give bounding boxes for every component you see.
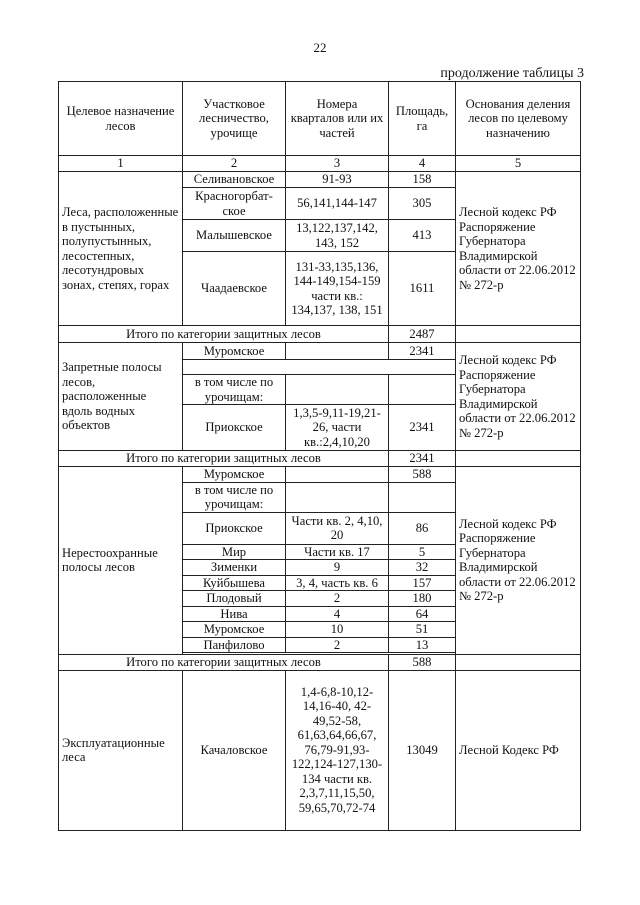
forestry-cell: Панфилово bbox=[183, 637, 286, 653]
basis-text: Лесной кодекс РФ Распоряжение Губернатора Владимирской области от 22.06.2012 № 272-р bbox=[459, 353, 576, 440]
area-cell: 2341 bbox=[389, 405, 456, 451]
table-header-row bbox=[59, 82, 581, 156]
forestry-cell: Красногорбат-ское bbox=[183, 188, 286, 220]
forestry-cell: Малышевское bbox=[183, 220, 286, 252]
area-cell: 2341 bbox=[389, 343, 456, 360]
forestry-cell: Приокское bbox=[183, 405, 286, 451]
section1-basis bbox=[456, 172, 581, 326]
quarters-cell: 4 bbox=[286, 606, 389, 622]
area-cell: 32 bbox=[389, 560, 456, 576]
including-label: в том числе по урочищам: bbox=[183, 482, 286, 512]
total-label: Итого по категории защитных лесов bbox=[59, 451, 389, 467]
area-cell: 64 bbox=[389, 606, 456, 622]
basis-text: Лесной кодекс РФ Распоряжение Губернатора Владимирской области от 22.06.2012 № 272-р bbox=[459, 516, 576, 604]
empty-cell bbox=[286, 482, 389, 512]
area-cell: 180 bbox=[389, 591, 456, 607]
quarters-cell: 2 bbox=[286, 637, 389, 653]
area-cell: 157 bbox=[389, 575, 456, 591]
forestry-cell: Муромское bbox=[183, 466, 286, 482]
table-row bbox=[59, 343, 581, 360]
basis-text: Лесной кодекс РФ Распоряжение Губернатора Владимирской области от 22.06.2012 № 272-р bbox=[459, 205, 576, 292]
section4-basis: Лесной Кодекс РФ bbox=[456, 670, 581, 830]
section1-purpose: Леса, расположенные в пустынных, полупустынных, лесостепных, лесотундровых зонах, степях, горах bbox=[59, 172, 183, 326]
forestry-cell: Приокское bbox=[183, 512, 286, 544]
table-row bbox=[59, 172, 581, 188]
column-numbers-row bbox=[59, 156, 581, 172]
empty-cell bbox=[456, 326, 581, 343]
section4-purpose: Эксплуатационные леса bbox=[59, 670, 183, 830]
forest-purpose-table bbox=[58, 81, 581, 831]
total-value: 2487 bbox=[389, 326, 456, 343]
forestry-cell: Селивановское bbox=[183, 172, 286, 188]
forestry-cell: Муромское bbox=[183, 343, 286, 360]
empty-cell bbox=[389, 375, 456, 405]
area-cell: 158 bbox=[389, 172, 456, 188]
area-cell: 5 bbox=[389, 544, 456, 560]
area-cell: 13 bbox=[389, 637, 456, 653]
forestry-cell: Нива bbox=[183, 606, 286, 622]
including-label: в том числе по урочищам: bbox=[183, 375, 286, 405]
table-row bbox=[59, 466, 581, 482]
forestry-cell: Куйбышева bbox=[183, 575, 286, 591]
section3-basis bbox=[456, 466, 581, 655]
header-purpose: Целевое назначение лесов bbox=[59, 82, 183, 156]
total-label: Итого по категории защитных лесов bbox=[59, 326, 389, 343]
section3-purpose: Нерестоохранные полосы лесов bbox=[59, 466, 183, 655]
header-forestry: Участковое лесничество, урочище bbox=[183, 82, 286, 156]
quarters-cell: Части кв. 17 bbox=[286, 544, 389, 560]
page-number: 22 bbox=[313, 40, 327, 55]
quarters-cell: 1,3,5-9,11-19,21-26, части кв.:2,4,10,20 bbox=[286, 405, 389, 451]
quarters-cell: 56,141,144-147 bbox=[286, 188, 389, 220]
table-row bbox=[59, 670, 581, 830]
quarters-cell: 9 bbox=[286, 560, 389, 576]
header-quarters: Номера кварталов или их частей bbox=[286, 82, 389, 156]
forestry-cell: Муромское bbox=[183, 622, 286, 638]
total-row bbox=[59, 326, 581, 343]
section2-basis bbox=[456, 343, 581, 451]
total-row bbox=[59, 655, 581, 671]
column-number: 1 bbox=[59, 156, 183, 172]
column-number: 4 bbox=[389, 156, 456, 172]
total-label: Итого по категории защитных лесов bbox=[59, 655, 389, 671]
empty-cell bbox=[456, 655, 581, 671]
header-area: Площадь, га bbox=[389, 82, 456, 156]
quarters-cell: 3, 4, часть кв. 6 bbox=[286, 575, 389, 591]
total-value: 588 bbox=[389, 655, 456, 671]
forestry-cell: Мир bbox=[183, 544, 286, 560]
quarters-cell: 10 bbox=[286, 622, 389, 638]
forestry-cell: Зименки bbox=[183, 560, 286, 576]
column-number: 5 bbox=[456, 156, 581, 172]
header-basis: Основания деления лесов по целевому назначению bbox=[456, 82, 581, 156]
quarters-cell: 2 bbox=[286, 591, 389, 607]
quarters-cell bbox=[286, 343, 389, 360]
total-row bbox=[59, 451, 581, 467]
quarters-cell: 13,122,137,142, 143, 152 bbox=[286, 220, 389, 252]
section2-purpose: Запретные полосы лесов, расположенные вдоль водных объектов bbox=[59, 343, 183, 451]
forestry-cell: Чаадаевское bbox=[183, 252, 286, 326]
quarters-cell: 91-93 bbox=[286, 172, 389, 188]
empty-cell bbox=[286, 375, 389, 405]
column-number: 2 bbox=[183, 156, 286, 172]
area-cell: 86 bbox=[389, 512, 456, 544]
table-continuation-label: продолжение таблицы 3 bbox=[440, 66, 584, 81]
forestry-cell: Плодовый bbox=[183, 591, 286, 607]
empty-cell bbox=[389, 482, 456, 512]
quarters-cell: Части кв. 2, 4,10, 20 bbox=[286, 512, 389, 544]
area-cell: 588 bbox=[389, 466, 456, 482]
empty-cell bbox=[456, 451, 581, 467]
column-number: 3 bbox=[286, 156, 389, 172]
area-cell: 51 bbox=[389, 622, 456, 638]
quarters-cell: 1,4-6,8-10,12-14,16-40, 42-49,52-58, 61,63,64,66,67, 76,79-91,93-122,124-127,130-134 части кв. 2,3,7,11,15,50, 59,65,70,72-74 bbox=[286, 670, 389, 830]
area-cell: 413 bbox=[389, 220, 456, 252]
area-cell: 1611 bbox=[389, 252, 456, 326]
spacer-cell bbox=[183, 360, 456, 375]
area-cell: 305 bbox=[389, 188, 456, 220]
quarters-cell bbox=[286, 466, 389, 482]
forestry-cell: Качаловское bbox=[183, 670, 286, 830]
total-value: 2341 bbox=[389, 451, 456, 467]
area-cell: 13049 bbox=[389, 670, 456, 830]
quarters-cell: 131-33,135,136, 144-149,154-159 части кв.: 134,137, 138, 151 bbox=[286, 252, 389, 326]
